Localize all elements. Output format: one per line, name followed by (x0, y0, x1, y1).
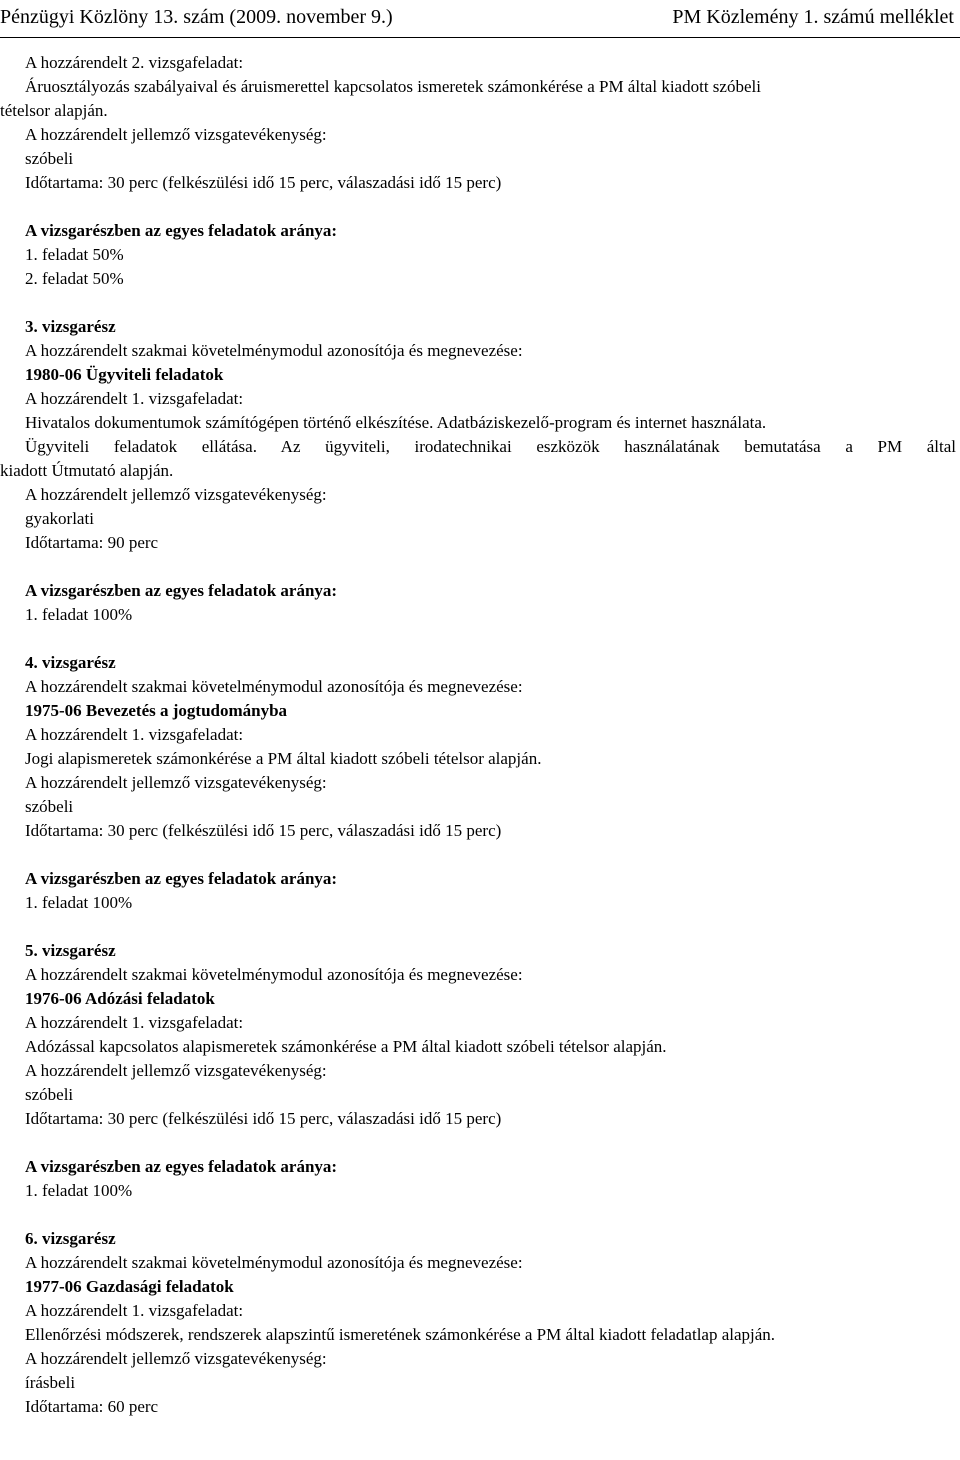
ratio-heading: A vizsgarészben az egyes feladatok aránya: (25, 581, 338, 600)
module-name: 1977-06 Gazdasági feladatok (25, 1277, 234, 1296)
duration: Időtartama: 60 perc (25, 1397, 159, 1416)
ratio-heading: A vizsgarészben az egyes feladatok aránya: (25, 1157, 338, 1176)
task-description: Hivatalos dokumentumok számítógépen történő elkészítése. Adatbáziskezelő-program és internet használata. (25, 413, 767, 432)
activity-type: szóbeli (25, 1085, 74, 1104)
section-title: 6. vizsgarész (25, 1229, 116, 1248)
module-label: A hozzárendelt szakmai követelménymodul azonosítója és megnevezése: (25, 965, 523, 984)
task-description: Áruosztályozás szabályaival és áruismerettel kapcsolatos ismeretek számonkérése a PM által kiadott szóbeli (25, 77, 761, 96)
module-label: A hozzárendelt szakmai követelménymodul azonosítója és megnevezése: (25, 677, 523, 696)
ratio-item: 1. feladat 50% (25, 245, 124, 264)
task-description: Jogi alapismeretek számonkérése a PM által kiadott szóbeli tételsor alapján. (25, 749, 542, 768)
section-title: 5. vizsgarész (25, 941, 116, 960)
module-name: 1975-06 Bevezetés a jogtudományba (25, 701, 288, 720)
duration: Időtartama: 30 perc (felkészülési idő 15 perc, válaszadási idő 15 perc) (25, 1109, 502, 1128)
duration: Időtartama: 30 perc (felkészülési idő 15 perc, válaszadási idő 15 perc) (25, 173, 502, 192)
activity-label: A hozzárendelt jellemző vizsgatevékenység: (25, 485, 327, 504)
task-label: A hozzárendelt 2. vizsgafeladat: (25, 53, 244, 72)
ratio-item: 2. feladat 50% (25, 269, 124, 288)
activity-type: szóbeli (25, 797, 74, 816)
ratio-heading: A vizsgarészben az egyes feladatok aránya: (25, 869, 338, 888)
document-body (0, 51, 960, 1419)
duration: Időtartama: 30 perc (felkészülési idő 15 perc, válaszadási idő 15 perc) (25, 821, 502, 840)
task-description-cont: tételsor alapján. (0, 101, 108, 120)
activity-label: A hozzárendelt jellemző vizsgatevékenység: (25, 1349, 327, 1368)
module-name: 1976-06 Adózási feladatok (25, 989, 215, 1008)
activity-type: szóbeli (25, 149, 74, 168)
header-publication: Pénzügyi Közlöny 13. szám (2009. november 9.) (0, 6, 393, 28)
header-annex: PM Közlemény 1. számú melléklet (672, 6, 954, 28)
module-label: A hozzárendelt szakmai követelménymodul azonosítója és megnevezése: (25, 1253, 523, 1272)
section-title: 4. vizsgarész (25, 653, 116, 672)
ratio-item: 1. feladat 100% (25, 1181, 133, 1200)
task-description-cont: kiadott Útmutató alapján. (0, 461, 174, 480)
ratio-item: 1. feladat 100% (25, 605, 133, 624)
task-label: A hozzárendelt 1. vizsgafeladat: (25, 1301, 244, 1320)
activity-type: írásbeli (25, 1373, 76, 1392)
duration: Időtartama: 90 perc (25, 533, 159, 552)
task-description-cont: Ügyviteli feladatok ellátása. Az ügyviteli, irodatechnikai eszközök használatának bemutatása a PM által (25, 437, 956, 456)
section-title: 3. vizsgarész (25, 317, 116, 336)
task-label: A hozzárendelt 1. vizsgafeladat: (25, 725, 244, 744)
ratio-heading: A vizsgarészben az egyes feladatok aránya: (25, 221, 338, 240)
module-label: A hozzárendelt szakmai követelménymodul azonosítója és megnevezése: (25, 341, 523, 360)
page-header (0, 2, 960, 38)
activity-type: gyakorlati (25, 509, 94, 528)
task-description: Ellenőrzési módszerek, rendszerek alapszintű ismeretének számonkérése a PM által kiadott feladatlap alapján. (25, 1325, 776, 1344)
activity-label: A hozzárendelt jellemző vizsgatevékenység: (25, 773, 327, 792)
ratio-item: 1. feladat 100% (25, 893, 133, 912)
module-name: 1980-06 Ügyviteli feladatok (25, 365, 224, 384)
task-description: Adózással kapcsolatos alapismeretek számonkérése a PM által kiadott szóbeli tételsor alapján. (25, 1037, 667, 1056)
activity-label: A hozzárendelt jellemző vizsgatevékenység: (25, 125, 327, 144)
activity-label: A hozzárendelt jellemző vizsgatevékenység: (25, 1061, 327, 1080)
task-label: A hozzárendelt 1. vizsgafeladat: (25, 389, 244, 408)
task-label: A hozzárendelt 1. vizsgafeladat: (25, 1013, 244, 1032)
